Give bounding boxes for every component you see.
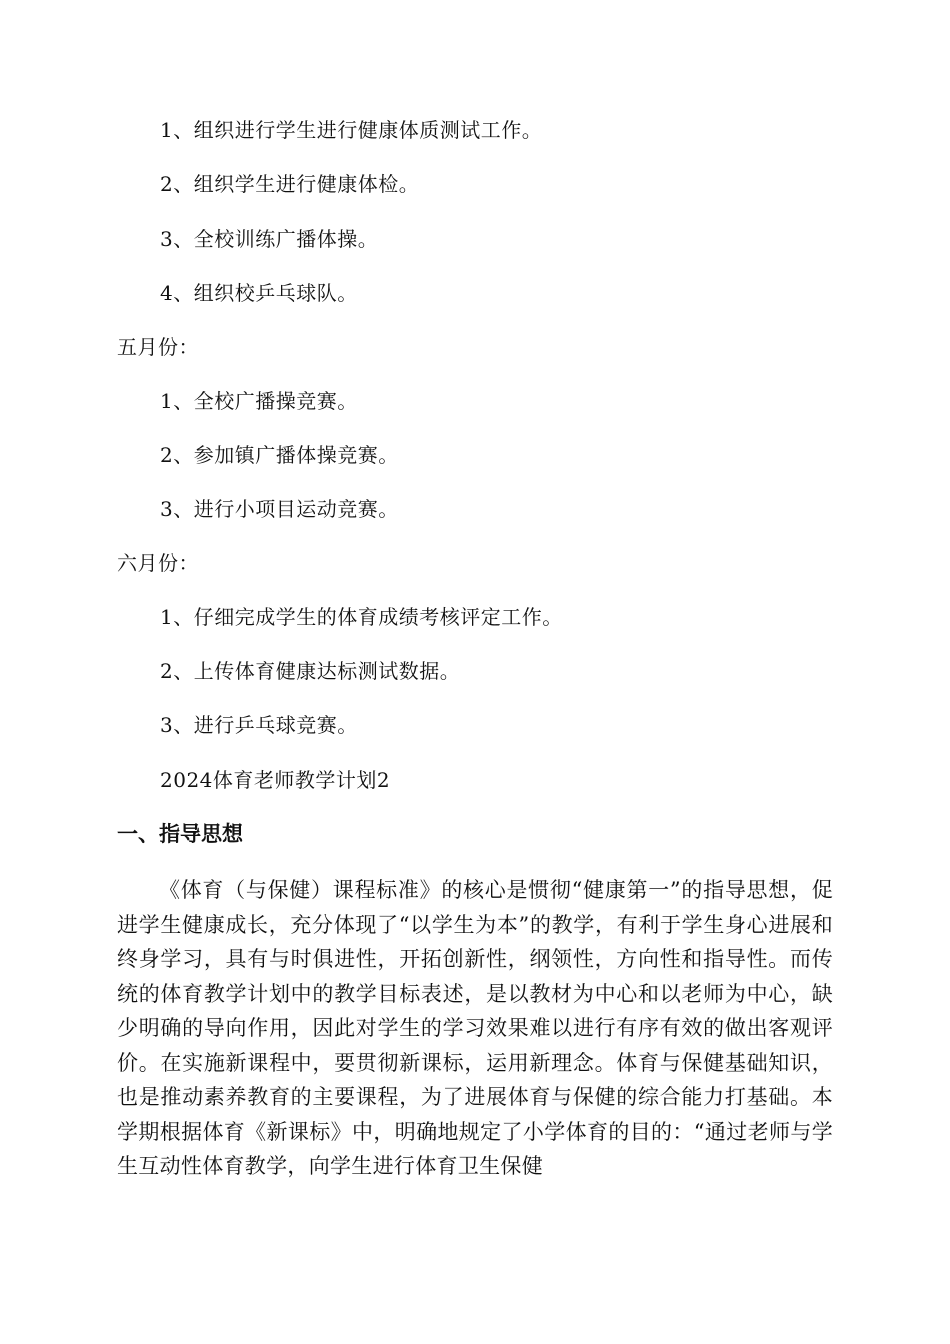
june-item-3: 3、进行乒乓球竞赛。	[160, 713, 358, 737]
june-item-2: 2、上传体育健康达标测试数据。	[160, 659, 461, 683]
section-paragraph: 《体育（与保健）课程标准》的核心是惯彻“健康第一”的指导思想，促进学生健康成长，充分体现了“以学生为本”的教学，有利于学生身心进展和终身学习，具有与时俱进性，开拓创新性，纲领性，方向性和指导性。而传统的体育教学计划中的教学目标表述，是以教材为中心和以老师为中心，缺少明确的导向作用，因此对学生的学习效果难以进行有序有效的做出客观评价。在实施新课程中，要贯彻新课标，运用新理念。体育与保健基础知识，也是推动素养教育的主要课程，为了进展体育与保健的综合能力打基础。本学期根据体育《新课标》中，明确地规定了小学体育的目的：“通过老师与学生互动性体育教学，向学生进行体育卫生保健	[117, 878, 833, 1178]
section-heading: 一、指导思想	[117, 822, 243, 846]
month-heading-june: 六月份：	[117, 551, 199, 575]
april-item-1: 1、组织进行学生进行健康体质测试工作。	[160, 118, 543, 142]
april-item-4: 4、组织校乒乓球队。	[160, 281, 358, 305]
month-heading-may: 五月份：	[117, 335, 199, 359]
may-item-2: 2、参加镇广播体操竞赛。	[160, 443, 399, 467]
may-item-3: 3、进行小项目运动竞赛。	[160, 497, 399, 521]
april-item-3: 3、全校训练广播体操。	[160, 227, 379, 251]
june-item-1: 1、仔细完成学生的体育成绩考核评定工作。	[160, 605, 563, 629]
april-item-2: 2、组织学生进行健康体检。	[160, 172, 420, 196]
may-item-1: 1、全校广播操竞赛。	[160, 389, 358, 413]
plan-title: 2024体育老师教学计划2	[160, 768, 391, 792]
